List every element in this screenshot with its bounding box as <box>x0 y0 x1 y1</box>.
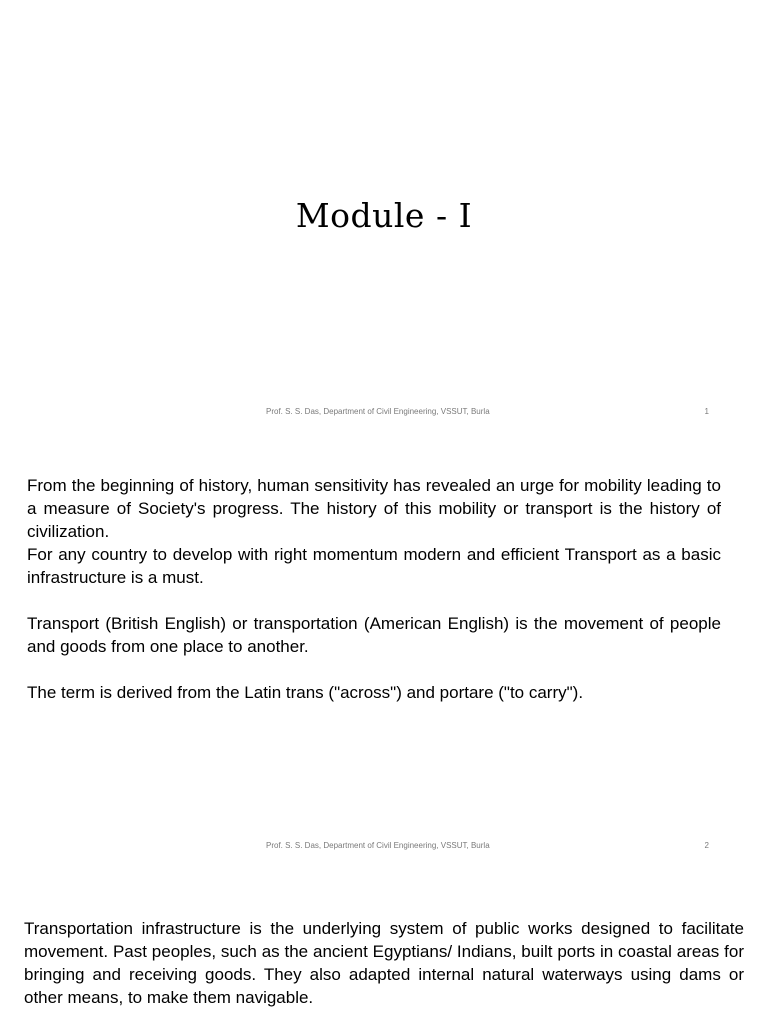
paragraph: From the beginning of history, human sensitivity has revealed an urge for mobility leading to a measure of Society's progress. The history of this mobility or transport is the history of civilization. <box>27 476 721 541</box>
slide-1 <box>0 0 768 434</box>
slide-body <box>27 474 721 704</box>
paragraph: For any country to develop with right momentum modern and efficient Transport as a basic infrastructure is a must. <box>27 545 721 587</box>
paragraph: The term is derived from the Latin trans ("across") and portare ("to carry"). <box>27 683 584 702</box>
page-number: 1 <box>704 407 709 416</box>
paragraph-spacer <box>27 589 721 612</box>
slide-3 <box>0 868 768 1024</box>
slide-body <box>24 917 744 1009</box>
slide-footer: Prof. S. S. Das, Department of Civil Engineering, VSSUT, Burla <box>266 841 490 850</box>
slide-title: Module - I <box>295 196 473 235</box>
page-number: 2 <box>704 841 709 850</box>
paragraph: Transport (British English) or transportation (American English) is the movement of people and goods from one place to another. <box>27 614 721 656</box>
paragraph: Transportation infrastructure is the underlying system of public works designed to facilitate movement. Past peoples, such as the ancient Egyptians/ Indians, built ports in coastal areas for bringing and receiving goods. They also adapted internal natural waterways using dams or other means, to make them navigable. <box>24 919 744 1007</box>
slide-footer: Prof. S. S. Das, Department of Civil Engineering, VSSUT, Burla <box>266 407 490 416</box>
paragraph-spacer <box>27 658 721 681</box>
slide-2 <box>0 434 768 868</box>
